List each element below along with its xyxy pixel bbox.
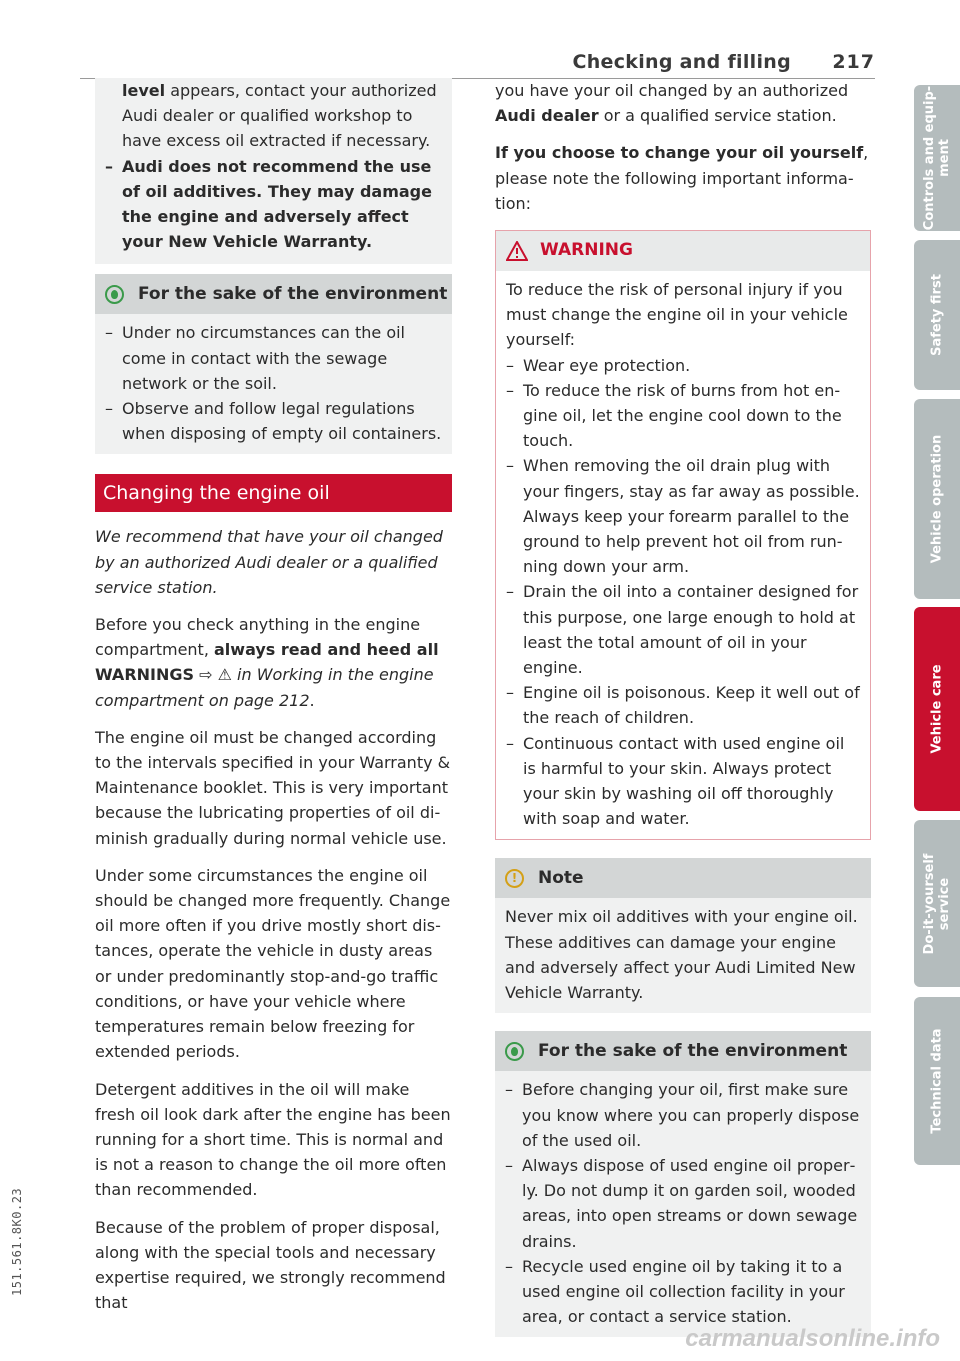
document-code: 151.561.8K0.23 [10,1187,24,1296]
right-column [495,78,871,1337]
left-column [95,78,452,1327]
note-header [495,858,871,898]
environment-box-title: For the sake of the environment [138,283,448,304]
self-change-emphasis: If you choose to change your oil yourself [495,143,864,163]
tab-technical-data[interactable] [914,997,960,1165]
environment-box [95,274,452,454]
environment-box-body [95,314,452,454]
environment-box-title: For the sake of the environment [538,1040,848,1061]
tab-label: Vehicle operation [929,434,945,564]
list-item: – Under no circumstances can the oil come in contact with the sewage network or the soil. [105,320,442,396]
list-item: – Drain the oil into a container designed for this purpose, one large enough to hold at least the total amount of oil in your engine. [506,579,860,680]
level-text: appears, contact your authorized Audi dealer or qualified workshop to have excess oil extracted if necessary. [122,81,437,151]
tab-label: Controls and equip- ment [922,85,952,231]
list-item: – Engine oil is poisonous. Keep it well out of the reach of children. [506,680,860,730]
tab-label: Technical data [929,1028,945,1134]
level-keyword: level [122,81,166,100]
tab-label: Safety first [929,274,945,356]
environment-box-right [495,1031,871,1337]
warnings-emphasis: always read and heed all WARNINGS [95,640,439,685]
tab-safety-first[interactable] [914,240,960,390]
before-text-1: Before you check anything in the engine compartment, [95,615,421,660]
dealer-paragraph [495,78,871,128]
header-title: Checking and filling [572,51,791,73]
tab-vehicle-operation[interactable] [914,399,960,599]
section-title-bar [95,474,452,512]
before-text-end: . [309,690,315,710]
dealer-text-2: or a qualified service station. [598,106,837,126]
tab-label: Vehicle care [929,664,945,754]
tab-vehicle-care[interactable] [914,607,960,811]
self-change-paragraph [495,140,871,216]
audi-dealer-emphasis: Audi dealer [495,106,599,126]
list-item: – When removing the oil drain plug with your fingers, stay as far away as possible. Always keep your forearm parallel to the ground to help prevent hot oil from running down your arm. [506,453,860,579]
watermark: carmanualsonline.info [685,1325,940,1352]
warning-body [496,271,870,839]
warning-box [495,230,871,840]
continued-line [105,78,442,154]
detergent-paragraph: Detergent additives in the oil will make fresh oil look dark after the engine has been running for a short time. This is normal and is not a reason to change the oil more often than recommended. [95,1079,451,1200]
section-intro: We recommend that have your oil changed by an authorized Audi dealer or a qualified service station. [95,527,443,597]
environment-box-header [495,1031,871,1071]
list-item: – Observe and follow legal regulations when disposing of empty oil containers. [105,396,442,446]
note-exclamation-icon: ! [505,869,524,888]
list-item: – Recycle used engine oil by taking it to a used engine oil collection facility in your area, or contact a service station. [505,1254,861,1330]
dealer-text-1: you have your oil changed by an authorized [495,81,849,100]
environment-icon [505,1042,524,1061]
section-title: Changing the engine oil [103,481,330,504]
warning-intro: To reduce the risk of personal injury if you must change the engine oil in your vehicle yourself: [506,280,848,350]
list-item: – Wear eye protection. [506,353,860,378]
list-item: – Audi does not recommend the use of oil additives. They may damage the engine and adversely affect your New Vehicle Warranty. [105,154,442,255]
cross-reference-link[interactable]: in Working in the engine compartment on page 212 [95,665,434,710]
warning-triangle-icon [506,241,528,261]
warning-title: WARNING [540,240,633,261]
note-body: Never mix oil additives with your engine oil. These additives can damage your engine and adversely affect your Audi Limited New Vehicle Warranty. [505,907,858,1003]
additive-list [105,154,442,255]
warning-header [496,231,870,271]
page-header [80,50,875,79]
environment-list [105,320,442,446]
note-box [495,858,871,1013]
environment-icon [105,285,124,304]
warning-list [506,353,860,832]
circumstances-paragraph: Under some circumstances the engine oil should be changed more frequently. Change oil more often if you drive mostly short distances, operate the vehicle in dusty areas or under predominantly stop-and-go traffic conditions, or have your vehicle where temperatures remain below freezing for extended periods. [95,865,451,1062]
environment-box-header [95,274,452,314]
tab-label: Do-it-yourself service [922,853,952,954]
tab-do-it-yourself-service[interactable] [914,820,960,987]
page-number: 217 [832,51,875,73]
self-change-text: , please note the following important information: [495,143,869,213]
list-item: – To reduce the risk of burns from hot engine oil, let the engine cool down to the touch. [506,378,860,454]
tab-controls-and-equipment[interactable] [914,85,960,231]
environment-list [505,1077,861,1329]
warning-reference-arrow: ⇨ ⚠ [194,665,238,685]
list-item: – Always dispose of used engine oil properly. Do not dump it on garden soil, wooded areas, into open streams or down sewage drains. [505,1153,861,1254]
note-title: Note [538,867,584,888]
before-check-paragraph [95,612,452,713]
list-item: – Continuous contact with used engine oil is harmful to your skin. Always protect your skin by washing oil off thoroughly with soap and water. [506,731,860,832]
continued-list-box [95,78,452,264]
interval-paragraph: The engine oil must be changed according to the intervals specified in your Warranty & Maintenance booklet. This is very important because the lubricating properties of oil diminish gradually during normal vehicle use. [95,727,451,848]
environment-box-body [495,1071,871,1337]
disposal-paragraph: Because of the problem of proper disposal, along with the special tools and necessary expertise required, we strongly recommend that [95,1217,446,1313]
list-item: – Before changing your oil, first make sure you know where you can properly dispose of the used oil. [505,1077,861,1153]
